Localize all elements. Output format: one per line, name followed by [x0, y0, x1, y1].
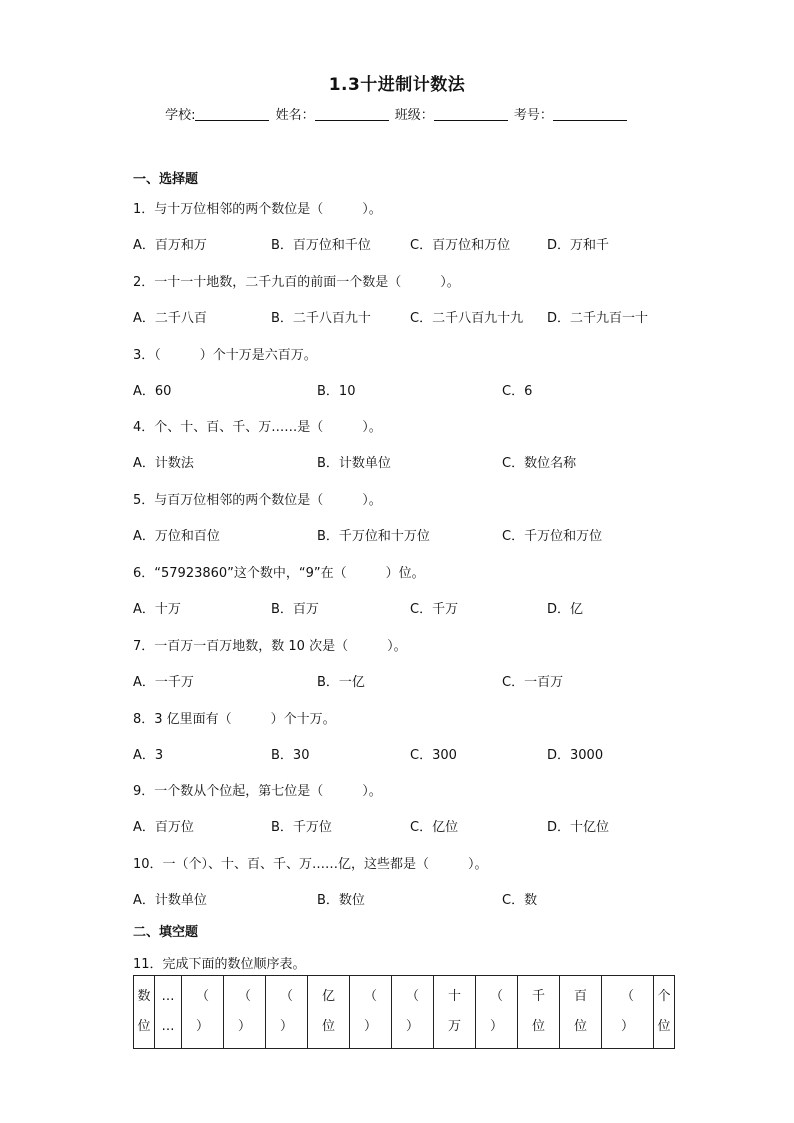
place-value-cell — [654, 976, 675, 1049]
question-3-option-a[interactable]: A．60 — [133, 384, 172, 399]
name-blank[interactable] — [315, 106, 389, 121]
place-value-cell-text: 个 — [657, 989, 671, 1004]
class-blank[interactable] — [434, 106, 508, 121]
question-4-option-a[interactable]: A．计数法 — [133, 456, 194, 471]
place-value-cell-text: 位 — [321, 1019, 335, 1034]
question-2-option-a[interactable]: A．二千八百 — [133, 311, 207, 326]
question-6-option-c[interactable]: C．千万 — [410, 602, 459, 617]
place-value-cell — [560, 976, 602, 1049]
place-value-cell-text: （ — [279, 989, 293, 1004]
place-value-cell — [182, 976, 224, 1049]
place-value-cell-text: ） — [363, 1019, 377, 1034]
question-3-option-b[interactable]: B．10 — [317, 384, 356, 399]
place-value-cell-text: （ — [195, 989, 209, 1004]
question-8-option-c[interactable]: C．300 — [410, 748, 457, 763]
question-2-option-b[interactable]: B．二千八百九十 — [271, 311, 371, 326]
place-value-cell-text: ） — [237, 1019, 251, 1034]
place-value-cell-text: ） — [279, 1019, 293, 1034]
question-10: 10．一（个）、十、百、千、万……亿，这些都是（ ）。 — [133, 857, 488, 872]
place-value-cell — [134, 976, 155, 1049]
place-value-cell-text: 位 — [573, 1019, 587, 1034]
place-value-cell-text: （ — [489, 989, 503, 1004]
question-8: 8．3 亿里面有（ ）个十万。 — [133, 712, 336, 727]
question-4-option-b[interactable]: B．计数单位 — [317, 456, 391, 471]
question-7-option-b[interactable]: B．一亿 — [317, 675, 365, 690]
place-value-cell-text: 千 — [531, 989, 545, 1004]
question-6-option-a[interactable]: A．十万 — [133, 602, 181, 617]
question-11: 11．完成下面的数位顺序表。 — [133, 957, 306, 972]
place-value-cell — [308, 976, 350, 1049]
question-1-option-c[interactable]: C．百万位和万位 — [410, 238, 511, 253]
place-value-cell — [155, 976, 182, 1049]
place-value-cell-text: 十 — [447, 989, 461, 1004]
question-8-option-a[interactable]: A．3 — [133, 748, 164, 763]
place-value-cell — [350, 976, 392, 1049]
place-value-cell — [602, 976, 654, 1049]
place-value-cell-text: 位 — [657, 1019, 671, 1034]
question-10-option-b[interactable]: B．数位 — [317, 893, 365, 908]
question-3-option-c[interactable]: C．6 — [502, 384, 533, 399]
place-value-cell-text: （ — [620, 989, 634, 1004]
place-value-cell — [392, 976, 434, 1049]
question-2: 2．一十一十地数，二千九百的前面一个数是（ ）。 — [133, 275, 460, 290]
place-value-cell — [476, 976, 518, 1049]
place-value-cell-text: ） — [195, 1019, 209, 1034]
page-title: 1.3十进制计数法 — [328, 75, 466, 95]
question-2-option-c[interactable]: C．二千八百九十九 — [410, 311, 524, 326]
question-10-option-c[interactable]: C．数 — [502, 893, 538, 908]
question-5-option-c[interactable]: C．千万位和万位 — [502, 529, 603, 544]
number-blank[interactable] — [553, 106, 627, 121]
question-8-option-d[interactable]: D．3000 — [547, 748, 604, 763]
place-value-cell-text: 位 — [137, 1019, 151, 1034]
question-7: 7．一百万一百万地数，数 10 次是（ ）。 — [133, 639, 407, 654]
question-9-option-c[interactable]: C．亿位 — [410, 820, 459, 835]
question-6-option-b[interactable]: B．百万 — [271, 602, 319, 617]
school-blank[interactable] — [195, 106, 269, 121]
place-value-cell-text: （ — [405, 989, 419, 1004]
number-label: 考号： — [513, 108, 553, 123]
place-value-row — [134, 976, 675, 1049]
section-fill-heading: 二、填空题 — [133, 925, 199, 940]
question-7-option-c[interactable]: C．一百万 — [502, 675, 564, 690]
student-info-line — [0, 104, 794, 123]
question-1: 1．与十万位相邻的两个数位是（ ）。 — [133, 202, 382, 217]
question-5: 5．与百万位相邻的两个数位是（ ）。 — [133, 493, 382, 508]
place-value-cell-text: … — [161, 1019, 175, 1034]
place-value-cell-text: （ — [237, 989, 251, 1004]
question-2-option-d[interactable]: D．二千九百一十 — [547, 311, 649, 326]
question-1-option-b[interactable]: B．百万位和千位 — [271, 238, 371, 253]
question-1-option-d[interactable]: D．万和千 — [547, 238, 610, 253]
question-10-option-a[interactable]: A．计数单位 — [133, 893, 207, 908]
question-5-option-a[interactable]: A．万位和百位 — [133, 529, 220, 544]
place-value-cell-text: （ — [363, 989, 377, 1004]
question-4-option-c[interactable]: C．数位名称 — [502, 456, 577, 471]
question-7-option-a[interactable]: A．一千万 — [133, 675, 194, 690]
question-9-option-a[interactable]: A．百万位 — [133, 820, 194, 835]
question-9-option-d[interactable]: D．十亿位 — [547, 820, 610, 835]
place-value-cell — [224, 976, 266, 1049]
class-label: 班级： — [394, 108, 434, 123]
place-value-cell-text: 百 — [573, 989, 587, 1004]
place-value-cell-text: 数 — [137, 989, 151, 1004]
place-value-cell-text: 亿 — [321, 989, 335, 1004]
place-value-table — [133, 975, 675, 1049]
place-value-cell — [434, 976, 476, 1049]
place-value-cell — [518, 976, 560, 1049]
place-value-cell — [266, 976, 308, 1049]
place-value-cell-text: 万 — [447, 1019, 461, 1034]
question-3: 3．（ ）个十万是六百万。 — [133, 348, 317, 363]
place-value-cell-text: ） — [620, 1019, 634, 1034]
place-value-cell-text: ） — [405, 1019, 419, 1034]
question-9-option-b[interactable]: B．千万位 — [271, 820, 332, 835]
question-5-option-b[interactable]: B．千万位和十万位 — [317, 529, 430, 544]
section-choice-heading: 一、选择题 — [133, 172, 199, 187]
question-9: 9．一个数从个位起，第七位是（ ）。 — [133, 784, 382, 799]
question-8-option-b[interactable]: B．30 — [271, 748, 310, 763]
question-1-option-a[interactable]: A．百万和万 — [133, 238, 207, 253]
name-label: 姓名： — [275, 108, 315, 123]
question-6: 6．“57923860”这个数中，“9”在（ ）位。 — [133, 566, 425, 581]
place-value-cell-text: ） — [489, 1019, 503, 1034]
question-4: 4．个、十、百、千、万……是（ ）。 — [133, 420, 382, 435]
school-label: 学校: — [165, 108, 196, 123]
place-value-cell-text: … — [161, 989, 175, 1004]
question-6-option-d[interactable]: D．亿 — [547, 602, 584, 617]
place-value-cell-text: 位 — [531, 1019, 545, 1034]
